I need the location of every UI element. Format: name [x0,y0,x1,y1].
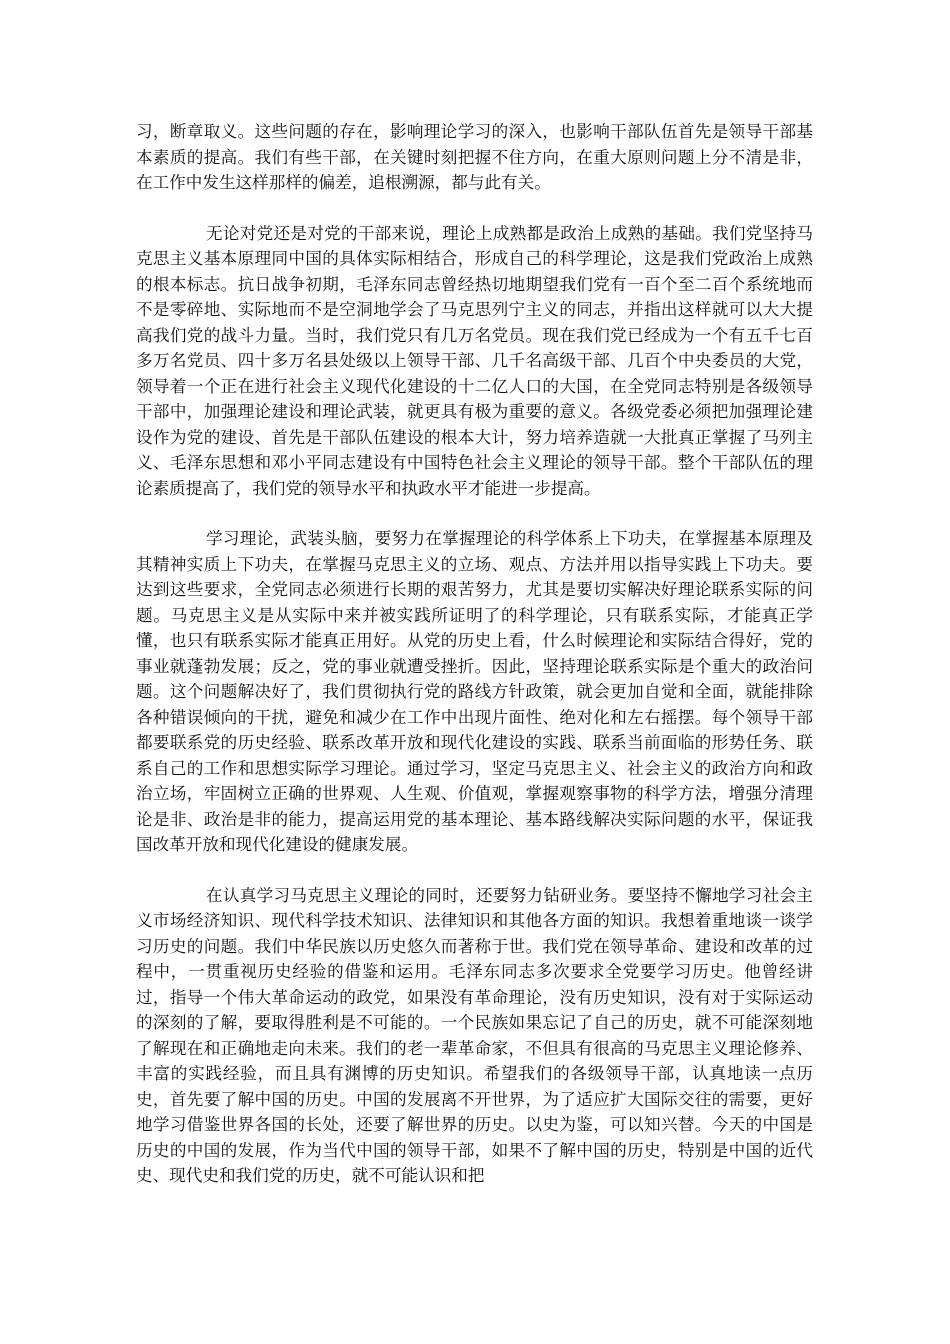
paragraph-3: 学习理论，武装头脑，要努力在掌握理论的科学体系上下功夫，在掌握基本原理及其精神实质上下功夫，在掌握马克思主义的立场、观点、方法并用以指导实践上下功夫。要达到这些要求，全党同志必须进行长期的艰苦努力，尤其是要切实解决好理论联系实际的问题。马克思主义是从实际中来并被实践所证明了的科学理论，只有联系实际，才能真正学懂，也只有联系实际才能真正用好。从党的历史上看，什么时候理论和实际结合得好，党的事业就蓬勃发展；反之，党的事业就遭受挫折。因此，坚持理论联系实际是个重大的政治问题。这个问题解决好了，我们贯彻执行党的路线方针政策，就会更加自觉和全面，就能排除各种错误倾向的干扰，避免和减少在工作中出现片面性、绝对化和左右摇摆。每个领导干部都要联系党的历史经验、联系改革开放和现代化建设的实践、联系当前面临的形势任务、联系自己的工作和思想实际学习理论。通过学习，坚定马克思主义、社会主义的政治方向和政治立场，牢固树立正确的世界观、人生观、价值观，掌握观察事物的科学方法，增强分清理论是非、政治是非的能力，提高运用党的基本理论、基本路线解决实际问题的水平，保证我国改革开放和现代化建设的健康发展。 [136,529,813,854]
paragraph-4: 在认真学习马克思主义理论的同时，还要努力钻研业务。要坚持不懈地学习社会主义市场经济知识、现代科学技术知识、法律知识和其他各方面的知识。我想着重地谈一谈学习历史的问题。我们中华民族以历史悠久而著称于世。我们党在领导革命、建设和改革的过程中，一贯重视历史经验的借鉴和运用。毛泽东同志多次要求全党要学习历史。他曾经讲过，指导一个伟大革命运动的政党，如果没有革命理论，没有历史知识，没有对于实际运动的深刻的了解，要取得胜利是不可能的。一个民族如果忘记了自己的历史，就不可能深刻地了解现在和正确地走向未来。我们的老一辈革命家，不但具有很高的马克思主义理论修养、丰富的实践经验，而且具有渊博的历史知识。希望我们的各级领导干部，认真地读一点历史，首先要了解中国的历史。中国的发展离不开世界，为了适应扩大国际交往的需要，更好地学习借鉴世界各国的长处，还要了解世界的历史。以史为鉴，可以知兴替。今天的中国是历史的中国的发展，作为当代中国的领导干部，如果不了解中国的历史，特别是中国的近代史、现代史和我们党的历史，就不可能认识和把 [136,885,813,1185]
paragraph-1: 习，断章取义。这些问题的存在，影响理论学习的深入，也影响干部队伍首先是领导干部基本素质的提高。我们有些干部，在关键时刻把握不住方向，在重大原则问题上分不清是非，在工作中发生这样那样的偏差，追根溯源，都与此有关。 [136,122,813,192]
paragraph-2: 无论对党还是对党的干部来说，理论上成熟都是政治上成熟的基础。我们党坚持马克思主义基本原理同中国的具体实际相结合，形成自己的科学理论，这是我们党政治上成熟的根本标志。抗日战争初期，毛泽东同志曾经热切地期望我们党有一百个至二百个系统地而不是零碎地、实际地而不是空洞地学会了马克思列宁主义的同志，并指出这样就可以大大提高我们党的战斗力量。当时，我们党只有几万名党员。现在我们党已经成为一个有五千七百多万名党员、四十多万名县处级以上领导干部、几千名高级干部、几百个中央委员的大党，领导着一个正在进行社会主义现代化建设的十二亿人口的大国，在全党同志特别是各级领导干部中，加强理论建设和理论武装，就更具有极为重要的意义。各级党委必须把加强理论建设作为党的建设、首先是干部队伍建设的根本大计，努力培养造就一大批真正掌握了马列主义、毛泽东思想和邓小平同志建设有中国特色社会主义理论的领导干部。整个干部队伍的理论素质提高了，我们党的领导水平和执政水平才能进一步提高。 [136,223,813,498]
document-page [136,119,813,1214]
